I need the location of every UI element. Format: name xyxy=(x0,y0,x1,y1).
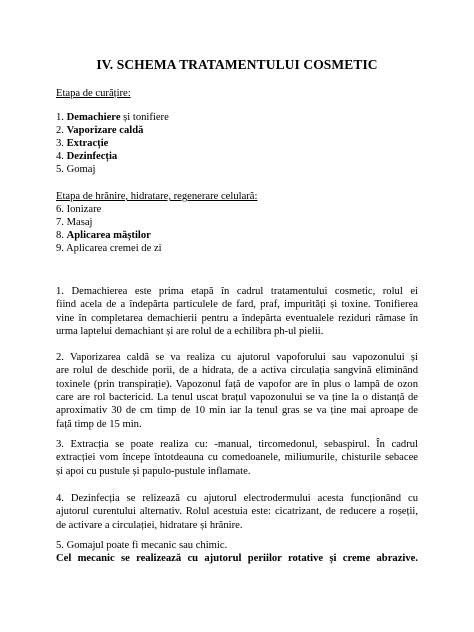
list-number: 7. xyxy=(56,217,67,228)
list-label: și tonifiere xyxy=(120,112,169,123)
paragraph-line: aproximativ 30 de cm timp de 10 min iar la tenul gras se va ține mai aproape de xyxy=(56,405,418,417)
list-number: 2. xyxy=(56,125,67,136)
cleaning-item xyxy=(56,150,117,163)
paragraph-line: 5. Gomajul poate fi mecanic sau chimic. xyxy=(56,540,228,551)
paragraph-line: ajutorul curentului alternativ. Rolul acestuia este: cicatrizant, de reducere a roșeții, xyxy=(56,506,418,518)
nourish-item xyxy=(56,229,151,242)
list-label: Aplicarea cremei de zi xyxy=(66,243,162,254)
paragraph-line: față timp de 15 min. xyxy=(56,418,142,430)
paragraph-line: de activare a circulației, hidratare și hrănire. xyxy=(56,519,243,531)
nourish-item xyxy=(56,203,101,216)
paragraph-line: are rolul de deschide porii, de a hidrata, de a activa circulația sangvină eliminând xyxy=(56,365,418,377)
paragraph-line: și apoi cu pustule și papulo-pustule inflamate. xyxy=(56,465,251,477)
list-number: 9. xyxy=(56,243,67,254)
list-label-bold: Dezinfecția xyxy=(66,151,118,162)
page-title: IV. SCHEMA TRATAMENTULUI COSMETIC xyxy=(96,57,378,72)
list-number: 1. xyxy=(56,112,67,123)
paragraph-line: vine în completarea demachierii pentru a îndepărta eventualele reziduri rămase în xyxy=(56,312,418,324)
list-label-bold: Vaporizare caldă xyxy=(66,125,144,136)
paragraph-line: fiind acela de a îndepărta particulele de fard, praf, impurități și toxine. Tonifierea xyxy=(56,299,418,311)
list-number: 3. xyxy=(56,138,67,149)
nourish-item xyxy=(56,242,162,255)
list-number: 8. xyxy=(56,230,67,241)
list-number: 4. xyxy=(56,151,67,162)
paragraph-line: 4. Dezinfecția se relizează cu ajutorul electrodermului acesta funcționând cu xyxy=(56,493,418,504)
list-number: 5. xyxy=(56,164,67,175)
paragraph-line: toxinele (prin transpirație). Vapozonul față de vapofor are în plus o lampă de ozon xyxy=(56,378,418,390)
list-label-bold: Extracție xyxy=(66,138,109,149)
list-label-bold: Demachiere xyxy=(66,112,121,123)
cleaning-item xyxy=(56,111,169,124)
paragraph-line: 1. Demachierea este prima etapă în cadrul tratamentului cosmetic, rolul ei xyxy=(56,286,418,297)
nourish-item xyxy=(56,216,92,229)
paragraph-line: 3. Extracția se poate realiza cu: -manual, tircomedonul, sebaspirul. În cadrul xyxy=(56,439,418,450)
cleaning-item xyxy=(56,137,108,150)
paragraph-line: care are rol bactericid. La tenul uscat brațul vapozonului se va ține la o distanță de xyxy=(56,391,418,403)
list-label: Gomaj xyxy=(66,164,96,175)
cleaning-item xyxy=(56,163,95,176)
paragraph-line: extracției vom începe întotdeauna cu comedoanele, miliumurile, chisturile sebacee xyxy=(56,452,418,464)
cleaning-heading: Etapa de curățire: xyxy=(56,88,131,99)
list-number: 6. xyxy=(56,204,67,215)
cleaning-item xyxy=(56,124,143,137)
paragraph-line: 2. Vaporizarea caldă se va realiza cu ajutorul vapoforului sau vapozonului și xyxy=(56,352,418,363)
paragraph-line: urma laptelui demachiant și are rolul de a echilibra ph-ul pielii. xyxy=(56,325,324,337)
list-label-bold: Aplicarea măștilor xyxy=(66,230,151,241)
list-label: Masaj xyxy=(66,217,93,228)
list-label: Ionizare xyxy=(66,204,102,215)
nourish-heading: Etapa de hrănire, hidratare, regenerare celulară: xyxy=(56,191,258,202)
paragraph-line: Cel mecanic se realizează cu ajutorul periilor rotative și creme abrazive. xyxy=(56,553,418,565)
